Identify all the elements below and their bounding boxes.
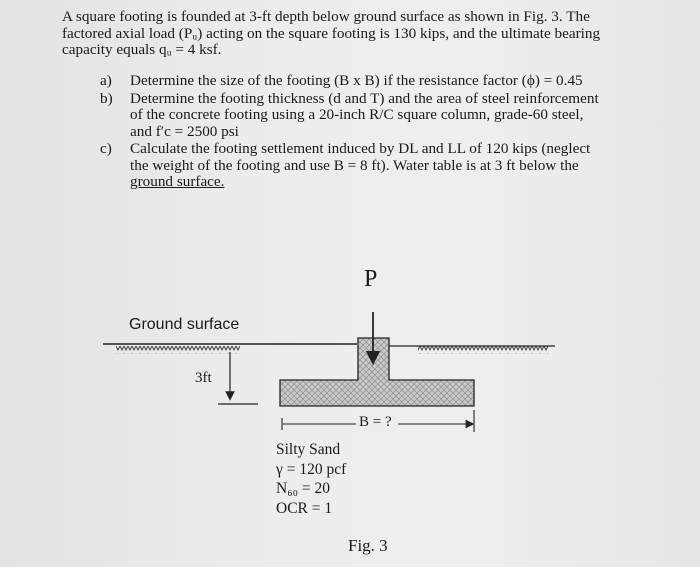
load-label: P [364, 266, 378, 292]
soil-properties [276, 440, 346, 518]
intro-line-1: A square footing is founded at 3-ft depth below ground surface as shown in Fig. 3. The [62, 8, 590, 25]
item-marker: c) [100, 140, 112, 157]
item-b-line-3: and f′c = 2500 psi [130, 122, 239, 140]
item-c-line-3: ground surface. [130, 173, 225, 190]
depth-label: 3ft [195, 370, 212, 386]
ground-surface-label: Ground surface [129, 316, 240, 333]
item-a-line-1: Determine the size of the footing (B x B) if the resistance factor (ϕ) = 0.45 [130, 72, 583, 89]
item-marker: a) [100, 72, 112, 89]
item-b-line-1: Determine the footing thickness (d and T) and the area of steel reinforcement [130, 89, 599, 107]
intro-line-2: factored axial load (Pᵤ) acting on the square footing is 130 kips, and the ultimate bearing [62, 24, 601, 42]
soil-unit-weight: γ = 120 pcf [276, 460, 347, 478]
width-label: B = ? [359, 414, 392, 430]
item-c-line-2: the weight of the footing and use B = 8 ft). Water table is at 3 ft below the [130, 156, 579, 174]
soil-n60: N₆₀ = 20 [276, 480, 330, 497]
soil-hatch-left [116, 346, 240, 354]
item-b-line-2: of the concrete footing using a 20-inch R/C square column, grade-60 steel, [130, 106, 584, 123]
soil-ocr: OCR = 1 [276, 499, 333, 517]
figure-caption: Fig. 3 [348, 536, 388, 555]
item-marker: b) [100, 89, 113, 107]
intro-line-3: capacity equals qᵤ = 4 ksf. [62, 41, 222, 58]
soil-type: Silty Sand [276, 441, 341, 458]
soil-hatch-right [418, 346, 548, 354]
item-c-line-1: Calculate the footing settlement induced by DL and LL of 120 kips (neglect [130, 140, 591, 157]
